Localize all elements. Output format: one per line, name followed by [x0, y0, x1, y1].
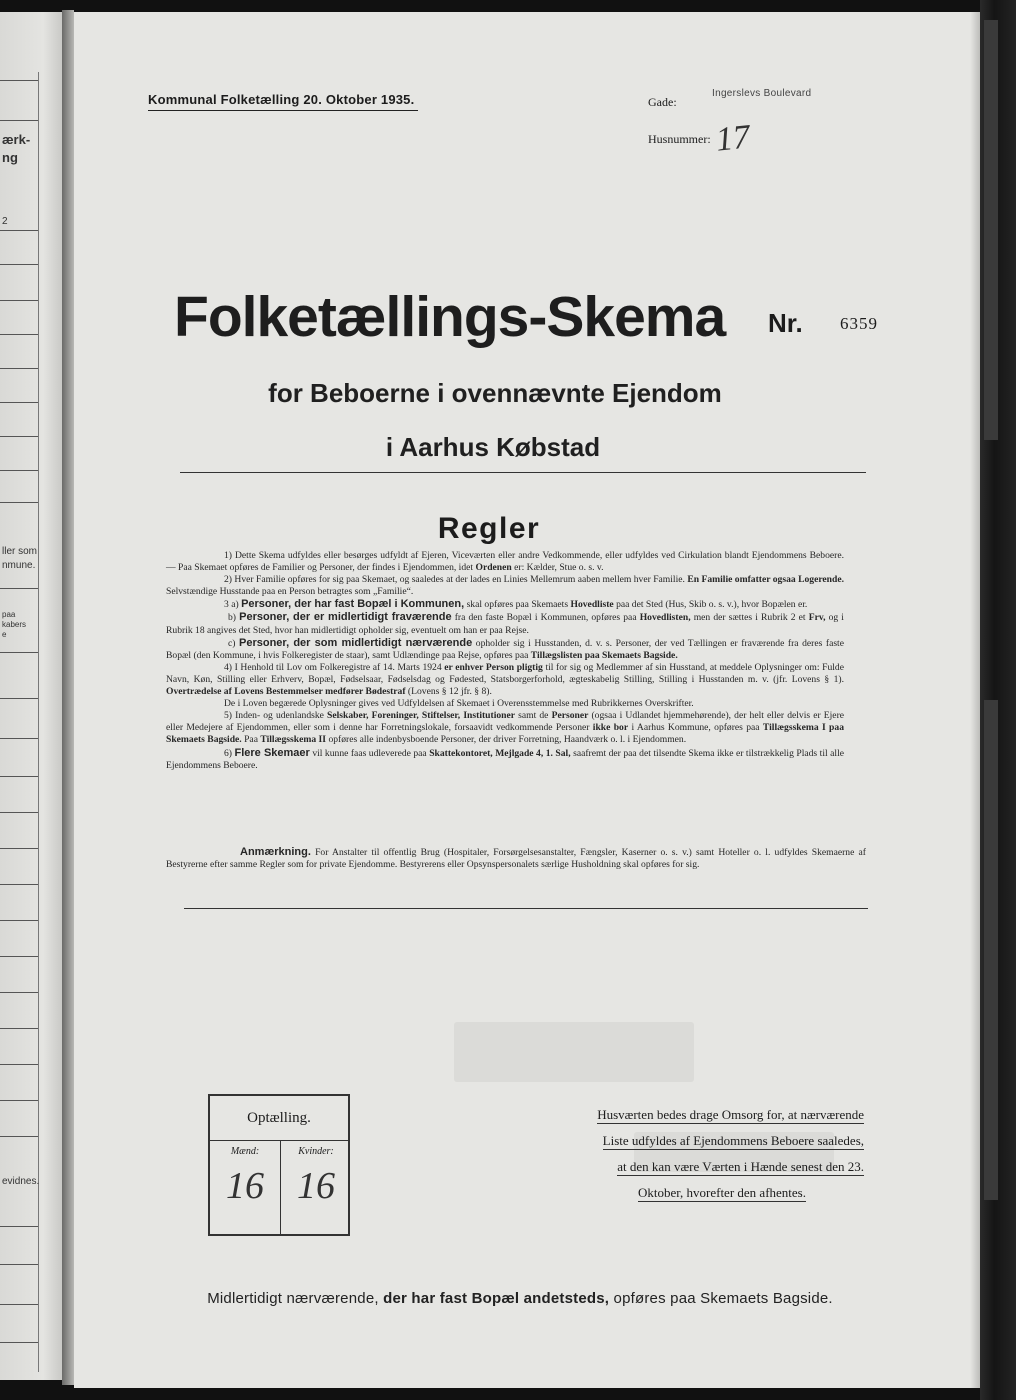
left-page-rule: [0, 884, 38, 885]
left-page-fragment: e: [2, 630, 7, 639]
remark-text: For Anstalter til offentlig Brug (Hospitaler, Forsørgelsesanstalter, Fængsler, Kaserner o. s. v.) samt Hoteller o. l. udfyldes Skemaerne af Bestyrerne efter samme Regler som for private Ejendomme. Bestyrerens eller Opsynspersonalets særlige Husholdning skal opføres for sig.: [166, 847, 866, 870]
left-page-rule: [0, 402, 38, 403]
rule-3b: b) Personer, der er midlertidigt fraværende fra den faste Bopæl i Kommunen, opføres paa Hovedlisten, men der sættes i Rubrik 2 et Frv, og i Rubrik 18 angives det Sted, hvor han midlertidigt opholder sig, eventuelt om han er paa Rejse.: [166, 611, 844, 636]
census-form-page: [74, 12, 980, 1388]
left-page-fragment: ærk-: [2, 132, 31, 147]
left-page-rule: [0, 1064, 38, 1065]
women-count: 16: [297, 1165, 335, 1207]
left-page-fragment: 2: [2, 216, 8, 227]
rules-heading: Regler: [437, 512, 541, 545]
left-page-rule: [0, 120, 38, 121]
street-label: Gade:: [648, 95, 677, 109]
remark: [166, 846, 866, 871]
census-header-underline: [148, 110, 418, 111]
left-page-rule: [0, 1342, 38, 1343]
left-page-rule: [0, 992, 38, 993]
footer-part: Midlertidigt nærværende,: [207, 1290, 379, 1307]
left-page-rule: [0, 264, 38, 265]
men-count: 16: [226, 1165, 264, 1207]
left-page-rule: [0, 1304, 38, 1305]
remark-label: Anmærkning.: [240, 846, 311, 858]
left-page-rule: [0, 848, 38, 849]
bleed-through-mark: [454, 1022, 694, 1082]
rule-4: 4) I Henhold til Lov om Folkeregistre af 14. Marts 1924 er enhver Person pligtig til for sig og Medlemmer af sin Husstand, at meddele Oplysninger om: Fulde Navn, Køn, Stilling eller Erhverv, Bopæl, Fødselsaar, Fødselsdag og Fødested, Statsborgerforhold, ægteskabelig Stilling, Stilling i Husstanden m. v. (jfr. Lovens § 1). Overtrædelse af Lovens Bestemmelser medfører Bødestraf (Lovens § 12 jfr. § 8).: [166, 661, 844, 698]
left-page-rule: [0, 436, 38, 437]
left-page-rule: [0, 1136, 38, 1137]
notice-line: Oktober, hvorefter den afhentes.: [637, 1185, 806, 1200]
rule-2: 2) Hver Familie opføres for sig paa Skemaet, og saaledes at der lades en Linies Mellemrum aaben mellem hver Familie. En Familie omfatter ogsaa Logerende. Selvstændige Husstande paa en Person betragtes som „Familie“.: [166, 574, 844, 598]
count-box: [208, 1094, 350, 1236]
left-page-fragment: paa: [2, 610, 16, 619]
count-box-divider: [210, 1140, 348, 1141]
rule-3c: c) Personer, der som midlertidigt nærværende opholder sig i Husstanden, d. v. s. Personer, der ved Tællingen er fraværende fra deres faste Bopæl (den Kommune, i hvis Folkeregister de staar), samt Udlændinge paa Rejse, opføres paa Tillægslisten paa Skemaets Bagside.: [166, 636, 844, 661]
rule-3a: 3 a) Personer, der har fast Bopæl i Kommunen, skal opføres paa Skemaets Hovedliste paa det Sted (Hus, Skib o. s. v.), hvor Bopælen er.: [224, 598, 808, 611]
left-page-rule: [0, 812, 38, 813]
women-label: Kvinder:: [298, 1146, 334, 1157]
rule-6: 6) Flere Skemaer vil kunne faas udleverede paa Skattekontoret, Mejlgade 4, 1. Sal, saafremt der paa det tilsendte Skema ikke er tilstrækkelig Plads til alle Ejendommens Beboere.: [166, 746, 844, 771]
divider-bottom: [184, 908, 868, 909]
form-subtitle: for Beboerne i ovennævnte Ejendom: [268, 378, 722, 408]
page-edge-tab: [984, 20, 998, 440]
form-title: Folketællings-Skema: [174, 285, 726, 349]
form-number-value: 6359: [840, 314, 878, 333]
footer-part: opføres paa Skemaets Bagside.: [613, 1290, 833, 1307]
notice-line: Liste udfyldes af Ejendommens Beboere saaledes,: [602, 1133, 864, 1148]
left-page-rule: [0, 334, 38, 335]
left-page-rule: [0, 368, 38, 369]
divider-top: [180, 472, 866, 473]
house-number-label: Husnummer:: [648, 132, 711, 146]
count-box-title: Optælling.: [247, 1110, 311, 1126]
footer-note: [170, 1290, 870, 1307]
left-page-rule: [0, 1028, 38, 1029]
street-value: Ingerslevs Boulevard: [712, 88, 812, 99]
left-page-rule: [0, 470, 38, 471]
left-page-rule: [0, 502, 38, 503]
left-page-fragment: nmune.: [2, 560, 36, 571]
left-page-rule: [0, 738, 38, 739]
left-page-rule: [0, 1226, 38, 1227]
left-page-rule: [0, 698, 38, 699]
left-page-fragment: kabers: [2, 620, 27, 629]
census-header: Kommunal Folketælling 20. Oktober 1935.: [148, 92, 415, 107]
book-gutter: [62, 10, 74, 1385]
notice-line: at den kan være Værten i Hænde senest den 23.: [617, 1159, 864, 1174]
left-page-fragment: ller som: [2, 546, 38, 557]
left-page-rule: [0, 956, 38, 957]
left-page-rule: [0, 776, 38, 777]
footer-part-bold: der har fast Bopæl andetsteds,: [383, 1290, 610, 1307]
landlord-notice: [504, 1102, 864, 1206]
house-number-value: 17: [714, 118, 752, 159]
left-page-rule: [0, 652, 38, 653]
rule-1: 1) Dette Skema udfyldes eller besørges udfyldt af Ejeren, Viceværten eller andre Vedkommende, eller udfyldes ved Cirkulation blandt Ejendommens Beboere. — Paa Skemaet opføres de Familier og Personer, der findes i Ejendommen, idet Ordenen er: Kælder, Stue o. s. v.: [166, 550, 844, 574]
left-page-fragment: ng: [2, 150, 18, 165]
rule-4-note: De i Loven begærede Oplysninger gives ved Udfyldelsen af Skemaet i Overensstemmelse med Rubrikkernes Overskrifter.: [224, 698, 694, 710]
form-subtitle-city: i Aarhus Købstad: [385, 432, 601, 462]
left-page-rule: [0, 80, 38, 81]
left-page-fragment: evidnes.: [2, 1176, 40, 1187]
left-page-rule: [0, 920, 38, 921]
form-number-label: Nr.: [768, 308, 803, 338]
left-page-rule: [0, 300, 38, 301]
left-page-rule: [0, 1100, 38, 1101]
book-edge: [980, 0, 1016, 1400]
left-page-rule: [0, 1264, 38, 1265]
rules-text: [166, 550, 844, 772]
rule-5: 5) Inden- og udenlandske Selskaber, Foreninger, Stiftelser, Institutioner samt de Personer (ogsaa i Udlandet hjemmehørende), der helt eller delvis er Ejere eller Medejere af Ejendommen, eller som i denne har Forretningslokale, forsaavidt vedkommende Personer ikke bor i Aarhus Kommune, opføres paa Tillægsskema I paa Skemaets Bagside. Paa Tillægsskema II opføres alle indenbysboende Personer, der driver Forretning, Haandværk o. l. i Ejendommen.: [166, 710, 845, 746]
left-page-rule: [0, 230, 38, 231]
men-label: Mænd:: [230, 1146, 260, 1157]
notice-line: Husværten bedes drage Omsorg for, at nærværende: [597, 1107, 864, 1122]
left-page-rule: [0, 588, 38, 589]
left-page-strip: [0, 12, 62, 1380]
page-edge-tab: [984, 700, 998, 1200]
